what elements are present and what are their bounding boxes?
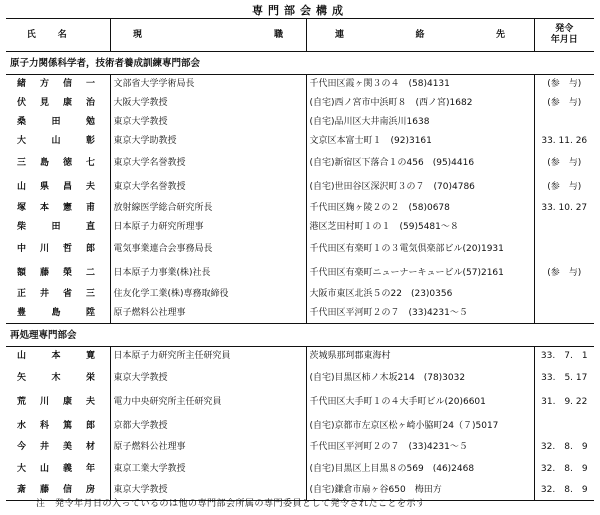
member-duty: 京都大学教授 <box>110 414 306 438</box>
table-row <box>6 218 594 237</box>
member-name-cell <box>6 175 110 199</box>
member-address: (自宅)品川区大井南浜川1638 <box>306 113 534 132</box>
member-address: 港区芝田村町１の１ (59)5481～８ <box>306 218 534 237</box>
member-name: 中川哲郎 <box>17 243 95 254</box>
member-address: 千代田区麹ヶ陵２の２ (58)0678 <box>306 199 534 218</box>
member-address: (自宅)新宿区下落合１の456 (95)4416 <box>306 151 534 175</box>
member-duty: 放射線医学総合研究所長 <box>110 199 306 218</box>
member-duty: 東京大学名誉教授 <box>110 151 306 175</box>
member-name: 額藤榮二 <box>17 267 95 278</box>
section-label: 原子力関係科学者，技術者養成訓練専門部会 <box>6 52 594 75</box>
member-duty: 電気事業連合会事務局長 <box>110 237 306 261</box>
member-duty: 東京大学教授 <box>110 366 306 390</box>
member-name-cell <box>6 75 110 95</box>
member-date: (参 与) <box>547 157 582 168</box>
member-name-cell <box>6 285 110 304</box>
member-name-cell <box>6 304 110 324</box>
member-name: 山本寛 <box>17 351 95 361</box>
member-duty: 文部省大学学術局長 <box>110 75 306 95</box>
member-address: (自宅)京都市左京区松ヶ崎小脇町24（７)5017 <box>306 414 534 438</box>
member-name-cell <box>6 94 110 113</box>
member-date: (参 与) <box>547 181 582 192</box>
member-date: (参 与) <box>547 267 582 278</box>
member-duty: 日本原子力研究所理事 <box>110 218 306 237</box>
table-row <box>6 438 594 457</box>
member-name-cell <box>6 366 110 390</box>
member-address: 文京区本富士町１ (92)3161 <box>306 132 534 151</box>
member-duty: 原子燃料公社理事 <box>110 438 306 457</box>
member-duty: 原子燃料公社理事 <box>110 304 306 324</box>
member-name: 柴田直 <box>17 222 95 232</box>
table-header <box>6 19 594 52</box>
table-row <box>6 113 594 132</box>
member-address: (自宅)鎌倉市扇ヶ谷650 梅田方 <box>306 481 534 501</box>
member-name-cell <box>6 113 110 132</box>
section-label: 再処理専門部会 <box>6 324 594 347</box>
member-date: 32. 8. 9 <box>540 463 588 474</box>
member-date: (参 与) <box>547 98 582 108</box>
table-row <box>6 237 594 261</box>
table-row <box>6 199 594 218</box>
member-duty: 東京大学助教授 <box>110 132 306 151</box>
member-name: 大山義年 <box>17 463 95 474</box>
member-date <box>534 285 594 304</box>
member-name-cell <box>6 390 110 414</box>
header-duty: 現職 <box>110 19 306 52</box>
table-row <box>6 414 594 438</box>
member-name: 豊島陞 <box>17 308 95 318</box>
table-row <box>6 94 594 113</box>
member-name: 大山彰 <box>17 136 95 146</box>
member-name: 今井美材 <box>17 442 95 452</box>
member-date <box>534 113 594 132</box>
header-address: 連絡先 <box>306 19 534 52</box>
member-name: 塚本憲甫 <box>17 203 95 213</box>
member-name: 斎藤信房 <box>17 485 95 495</box>
member-date: 32. 8. 9 <box>540 442 588 452</box>
table-row <box>6 347 594 367</box>
member-name-cell <box>6 414 110 438</box>
member-date <box>534 414 594 438</box>
footnote: 注 発令年月日の入っているのは他の専門部会所属の専門委員として発令されたことを示す <box>36 499 426 509</box>
header-date: 発令 年月日 <box>534 19 594 52</box>
member-date <box>534 237 594 261</box>
member-duty: 大阪大学教授 <box>110 94 306 113</box>
member-name-cell <box>6 261 110 285</box>
committee-table <box>6 18 594 501</box>
member-name: 桑田勉 <box>17 117 95 127</box>
member-address: 千代田区霞ヶ関３の４ (58)4131 <box>306 75 534 95</box>
member-date: 33. 10. 27 <box>541 203 588 213</box>
member-name: 緒方信一 <box>17 79 95 89</box>
member-duty: 日本原子力研究所主任研究員 <box>110 347 306 367</box>
member-address: 千代田区平河町２の７ (33)4231～５ <box>306 438 534 457</box>
member-name-cell <box>6 218 110 237</box>
section-header <box>6 52 594 75</box>
member-duty: 住友化学工業(株)専務取締役 <box>110 285 306 304</box>
member-address: 茨城県那珂郡東海村 <box>306 347 534 367</box>
member-address: 千代田区有楽町ニューナーキュービル(57)2161 <box>306 261 534 285</box>
member-address: (自宅)世田谷区深沢町３の７ (70)4786 <box>306 175 534 199</box>
member-date: 33. 7. 1 <box>540 351 588 361</box>
table-row <box>6 151 594 175</box>
member-name-cell <box>6 237 110 261</box>
member-duty: 東京大学教授 <box>110 113 306 132</box>
header-name: 氏名 <box>6 19 110 52</box>
member-duty: 東京大学教授 <box>110 481 306 501</box>
table-row <box>6 285 594 304</box>
member-name: 水科篤郎 <box>17 420 95 431</box>
member-date: 31. 9. 22 <box>541 396 588 407</box>
member-name: 正井省三 <box>17 289 95 299</box>
member-date: 33. 11. 26 <box>541 136 588 146</box>
member-name-cell <box>6 347 110 367</box>
member-name-cell <box>6 199 110 218</box>
table-row <box>6 390 594 414</box>
member-address: (自宅)目黒区上目黒８の569 (46)2468 <box>306 457 534 481</box>
member-name-cell <box>6 457 110 481</box>
table-body <box>6 52 594 501</box>
member-date: 32. 8. 9 <box>534 481 594 501</box>
member-address: (自宅)目黒区柿ノ木坂214 (78)3032 <box>306 366 534 390</box>
member-name: 山県昌夫 <box>17 181 95 192</box>
page-title: 専門部会構成 <box>252 4 348 17</box>
table-row <box>6 132 594 151</box>
member-address: (自宅)西ノ宮市中浜町８ (西ノ宮)1682 <box>306 94 534 113</box>
member-name-cell <box>6 132 110 151</box>
member-duty: 日本原子力事業(株)社長 <box>110 261 306 285</box>
section-header <box>6 324 594 347</box>
member-name: 三島徳七 <box>17 157 95 168</box>
table-row <box>6 75 594 95</box>
member-duty: 東京大学名誉教授 <box>110 175 306 199</box>
member-address: 千代田区平河町２の７ (33)4231～５ <box>306 304 534 324</box>
member-name: 荒川康夫 <box>17 396 95 407</box>
member-name-cell <box>6 438 110 457</box>
member-date: (参 与) <box>547 79 582 89</box>
member-name: 矢木栄 <box>17 372 95 383</box>
member-date: 33. 5. 17 <box>541 372 588 383</box>
member-duty: 東京工業大学教授 <box>110 457 306 481</box>
table-row <box>6 175 594 199</box>
member-name: 伏見康治 <box>17 98 95 108</box>
member-duty: 電力中央研究所主任研究員 <box>110 390 306 414</box>
member-address: 千代田区有楽町１の３電気倶楽部ビル(20)1931 <box>306 237 534 261</box>
member-date <box>534 304 594 324</box>
member-address: 大阪市東区北浜５の22 (23)0356 <box>306 285 534 304</box>
member-date <box>534 218 594 237</box>
table-row <box>6 366 594 390</box>
member-name-cell <box>6 151 110 175</box>
member-address: 千代田区大手町１の４大手町ビル(20)6601 <box>306 390 534 414</box>
table-row <box>6 261 594 285</box>
table-row <box>6 457 594 481</box>
table-row <box>6 304 594 324</box>
